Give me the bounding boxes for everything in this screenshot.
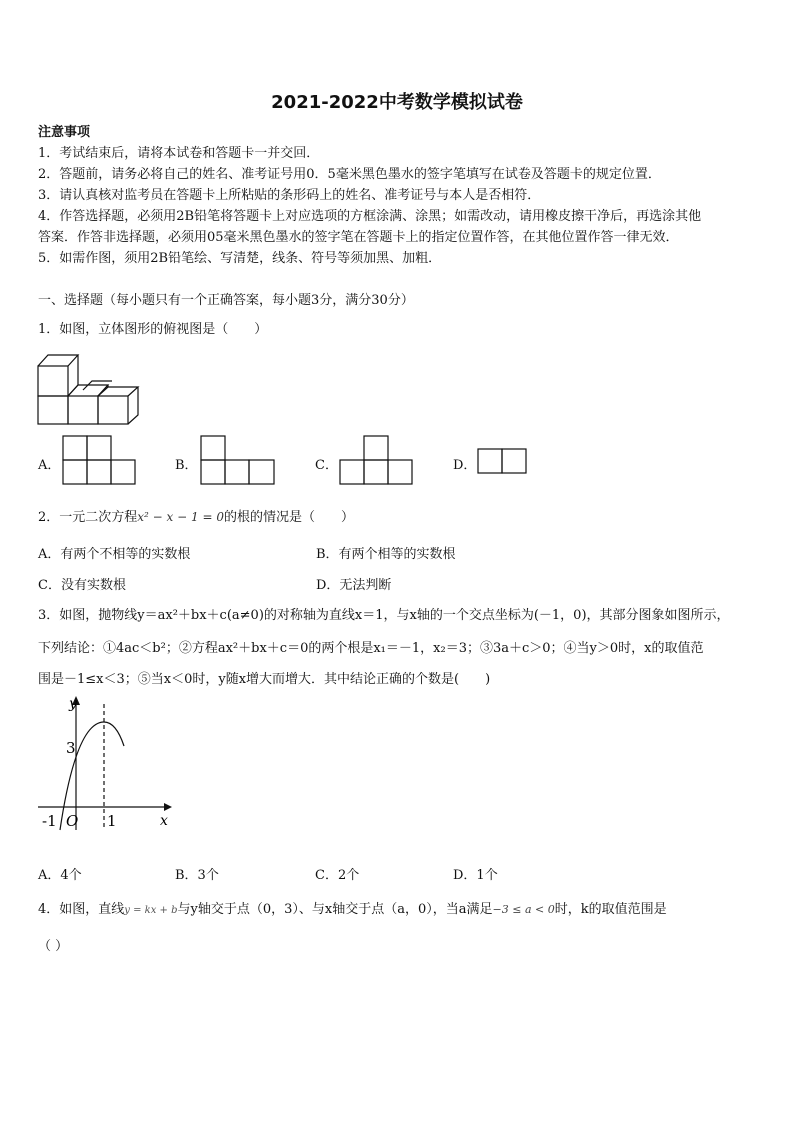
question-1-stem: 1．如图，立体图形的俯视图是（ ） [38, 322, 268, 337]
q1-option-d-figure [477, 448, 529, 474]
y-tick-3: 3 [66, 739, 76, 757]
q1-option-b-figure [200, 435, 276, 485]
q1-option-a-figure [62, 435, 136, 485]
notice-item: 4．作答选择题，必须用2B铅笔将答题卡上对应选项的方框涂满、涂黑；如需改动，请用橡皮擦干净后，再选涂其他 [38, 209, 702, 224]
notice-item: 2．答题前，请务必将自己的姓名、准考证号用0．5毫米黑色墨水的签字笔填写在试卷及答题卡的规定位置． [38, 167, 661, 182]
x-axis-label: x [160, 813, 168, 829]
q2-stem-suffix: 的根的情况是（ ） [223, 510, 354, 525]
notice-item: 1．考试结束后，请将本试卷和答题卡一并交回． [38, 146, 320, 161]
notice-heading: 注意事项 [38, 125, 91, 140]
q1-option-b-label: B． [175, 458, 198, 473]
q4-line-equation: y = kx + b [124, 905, 178, 916]
q3-parabola-graph [36, 690, 176, 836]
q2-stem-prefix: 2．一元二次方程 [38, 510, 138, 525]
x-tick-1: 1 [107, 812, 117, 830]
q3-option-c: C．2个 [315, 868, 360, 883]
q4-prefix: 4．如图，直线 [38, 902, 125, 917]
q3-option-d: D．1个 [453, 868, 498, 883]
q1-option-c-label: C． [315, 458, 338, 473]
notice-item: 3．请认真核对监考员在答题卡上所粘贴的条形码上的姓名、准考证号与本人是否相符． [38, 188, 541, 203]
section-heading: 一、选择题（每小题只有一个正确答案，每小题3分，满分30分） [38, 293, 414, 308]
q2-option-a: A．有两个不相等的实数根 [38, 547, 191, 562]
q1-option-c-figure [339, 435, 413, 485]
page-title: 2021-2022中考数学模拟试卷 [271, 92, 523, 113]
q1-option-d-label: D． [453, 458, 477, 473]
q2-equation: x² − x − 1 = 0 [137, 510, 224, 524]
q4-mid: 与y轴交于点（0，3）、与x轴交于点（a，0），当a满足 [177, 902, 493, 917]
question-2-stem [38, 506, 354, 525]
q3-option-a: A．4个 [38, 868, 82, 883]
notice-item: 答案．作答非选择题，必须用05毫米黑色墨水的签字笔在答题卡上的指定位置作答，在其他位置作答一律无效． [38, 230, 679, 245]
notice-item: 5．如需作图，须用2B铅笔绘、写清楚，线条、符号等须加黑、加粗． [38, 251, 442, 266]
question-3-line-2: 下列结论：①4ac＜b²；②方程ax²＋bx＋c＝0的两个根是x₁＝－1，x₂＝3；③3a＋c＞0；④当y＞0时，x的取值范 [38, 641, 704, 656]
q1-option-a-label: A． [38, 458, 61, 473]
origin-label: O [66, 812, 79, 830]
q4-suffix: 时，k的取值范围是 [554, 902, 667, 917]
q2-option-b: B．有两个相等的实数根 [316, 547, 456, 562]
q2-option-d: D．无法判断 [316, 578, 392, 593]
question-3-line-3: 围是－1≤x＜3；⑤当x＜0时，y随x增大而增大．其中结论正确的个数是( ) [38, 672, 491, 687]
y-axis-label: y [69, 696, 77, 712]
q2-option-c: C．没有实数根 [38, 578, 126, 593]
q4-answer-blank: （ ） [38, 939, 69, 954]
question-3-line-1: 3．如图，抛物线y＝ax²＋bx＋c(a≠0)的对称轴为直线x＝1，与x轴的一个交点坐标为(－1，0)，其部分图象如图所示， [38, 608, 730, 623]
q1-solid-figure [36, 352, 140, 426]
q3-option-b: B．3个 [175, 868, 219, 883]
q4-condition: −3 ≤ a < 0 [492, 903, 555, 916]
question-4-stem [38, 898, 667, 917]
x-tick-neg-1: -1 [42, 812, 57, 830]
